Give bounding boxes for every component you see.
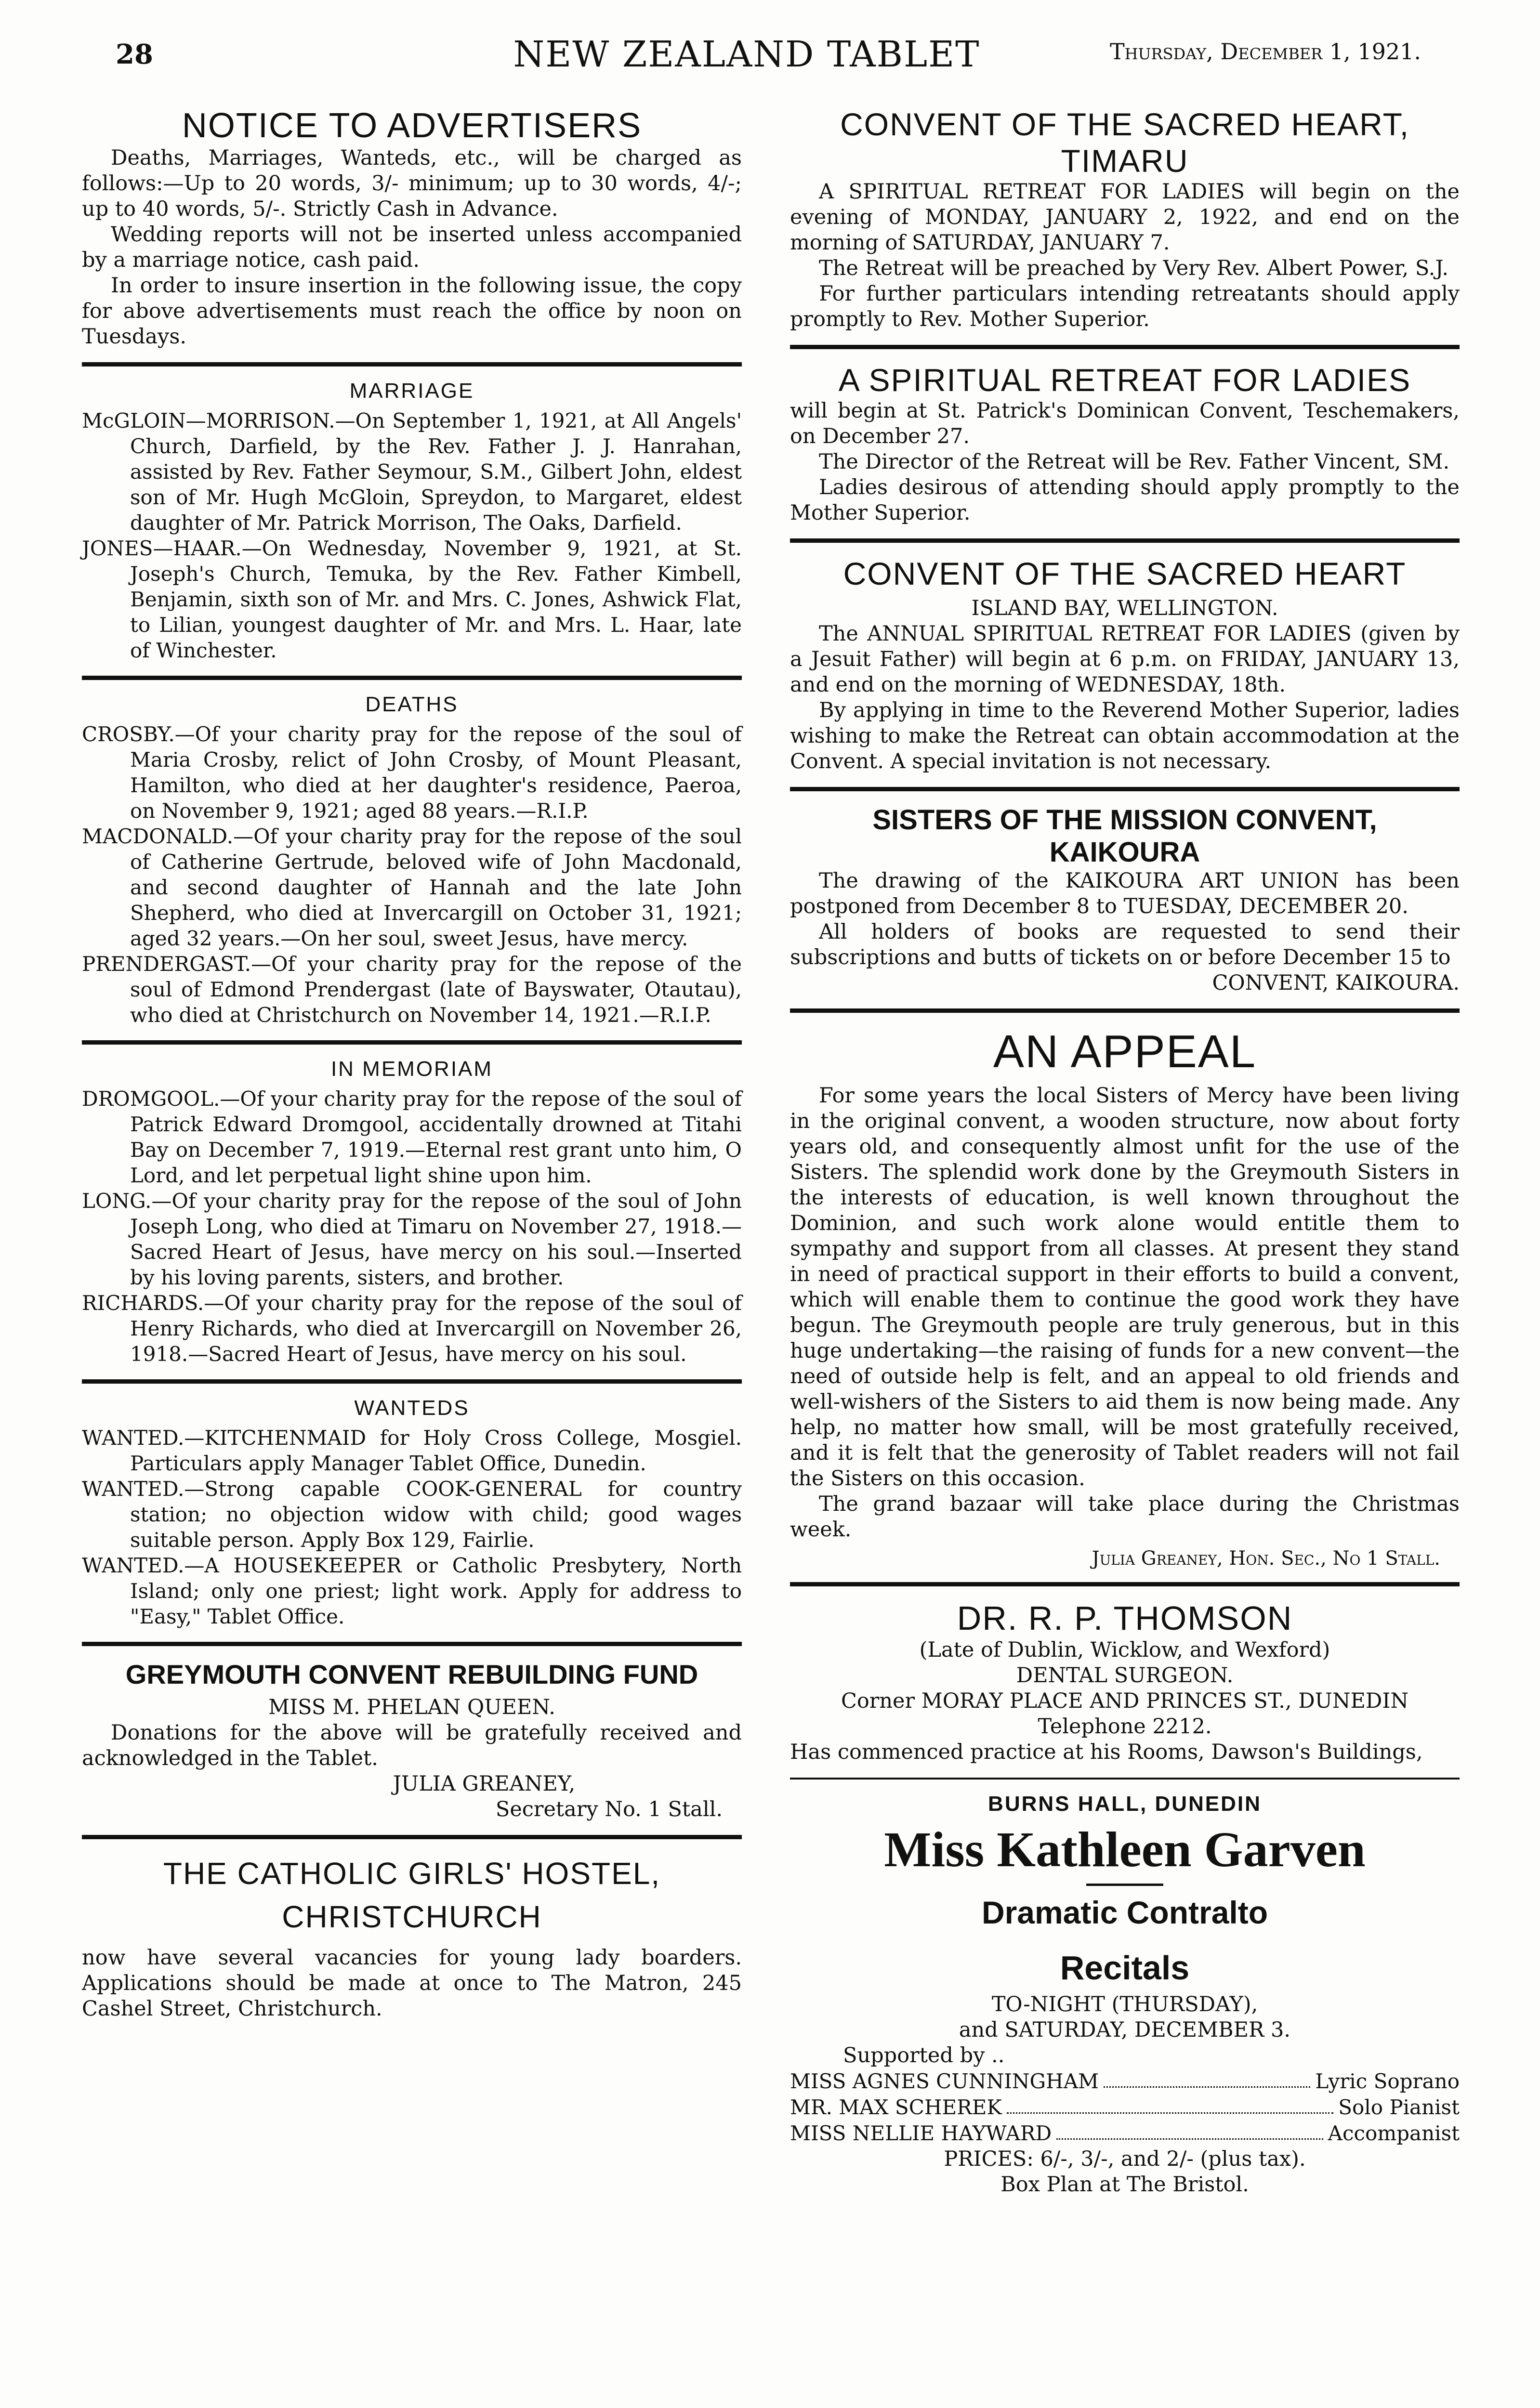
deaths-section	[82, 693, 742, 1028]
timaru-title: CONVENT OF THE SACRED HEART,	[840, 106, 1409, 142]
appeal-text: The grand bazaar will take place during the Christmas week.	[790, 1492, 1460, 1542]
concert-prices: PRICES: 6/-, 3/-, and 2/- (plus tax).	[944, 2147, 1306, 2171]
death-entry: CROSBY.—Of your charity pray for the repose of the soul of Maria Crosby, relict of John Crosby, of Mount Pleasant, Hamilton, who died at her daughter's residence, Paeroa, on November 9, 1921; aged 88 years.—R.I.P.	[82, 722, 742, 823]
ornament-rule	[1086, 1884, 1163, 1886]
dentist-section	[790, 1599, 1460, 1765]
divider	[82, 1379, 742, 1384]
left-column	[82, 106, 742, 2022]
artist-name: MISS AGNES CUNNINGHAM	[790, 2069, 1099, 2093]
appeal-section	[790, 1025, 1460, 1570]
greymouth-fund-section	[82, 1659, 742, 1822]
notice-text: Wedding reports will not be inserted unless accompanied by a marriage notice, cash paid.	[82, 222, 742, 272]
artist-role: Lyric Soprano	[1315, 2069, 1460, 2093]
artist-name: MR. MAX SCHEREK	[790, 2095, 1002, 2119]
death-entry: PRENDERGAST.—Of your charity pray for the repose of the soul of Edmond Prendergast (late of Bayswater, Otautau), who died at Christchurch on November 14, 1921.—R.I.P.	[82, 952, 742, 1027]
island-bay-title: CONVENT OF THE SACRED HEART	[843, 556, 1407, 591]
divider	[790, 1582, 1460, 1586]
fund-title: GREYMOUTH CONVENT REBUILDING FUND	[125, 1659, 698, 1689]
memoriam-section	[82, 1057, 742, 1367]
notice-section	[82, 106, 742, 350]
artist-name: MISS NELLIE HAYWARD	[790, 2121, 1052, 2145]
notice-title: NOTICE TO ADVERTISERS	[182, 106, 642, 145]
concert-date: TO-NIGHT (THURSDAY),	[991, 1992, 1258, 2016]
section-heading: WANTEDS	[354, 1396, 470, 1420]
hostel-title: THE CATHOLIC GIRLS' HOSTEL,	[163, 1856, 661, 1891]
divider	[82, 1040, 742, 1045]
divider	[82, 676, 742, 680]
kaikoura-title: SISTERS OF THE MISSION CONVENT,	[872, 804, 1377, 836]
concert-type: Recitals	[1060, 1949, 1190, 1987]
teschemakers-text: The Director of the Retreat will be Rev. Father Vincent, SM.	[819, 450, 1450, 474]
dentist-role: DENTAL SURGEON.	[1016, 1663, 1234, 1688]
divider	[790, 538, 1460, 543]
appeal-text: For some years the local Sisters of Mercy have been living in the original convent, a wooden structure, now about forty years old, and consequently almost unfit for the use of the Sisters. The splendid work done by the Greymouth Sisters in the interests of education, is well known throughout the Dominion, and such work alone would entitle them to sympathy and support from all classes. At present they stand in need of practical support in their efforts to build a convent, which will enable them to continue the good work they have begun. The Greymouth people are truly generous, but in this huge undertaking—the raising of funds for a new convent—the need of outside help is felt, and an appeal to old friends and well-wishers of the Sisters to aid them is now being made. Any help, no matter how small, will be most gratefully received, and it is felt that the generosity of Tablet readers will not fail the Sisters on this occasion.	[790, 1084, 1460, 1491]
appeal-title: AN APPEAL	[993, 1026, 1257, 1077]
teschemakers-text: Ladies desirous of attending should apply promptly to the Mother Superior.	[790, 475, 1460, 525]
island-bay-section	[790, 555, 1460, 774]
artist-role: Solo Pianist	[1338, 2095, 1460, 2119]
divider	[790, 1008, 1460, 1013]
kaikoura-text: All holders of books are requested to send their subscriptions and butts of tickets on or before December 15 to	[790, 920, 1460, 969]
fund-subtitle: MISS M. PHELAN QUEEN.	[268, 1695, 555, 1719]
concert-supported: Supported by ..	[843, 2043, 1005, 2068]
appeal-signature: Julia Greaney, Hon. Sec., No 1 Stall.	[1092, 1547, 1440, 1570]
divider	[790, 1778, 1460, 1780]
memoriam-entry: LONG.—Of your charity pray for the repose of the soul of John Joseph Long, who died at Timaru on November 27, 1918.—Sacred Heart of Jesus, have mercy on his soul.—Inserted by his loving parents, sisters, and brother.	[82, 1189, 742, 1289]
notice-text: In order to insure insertion in the following issue, the copy for above advertisements must reach the office by noon on Tuesdays.	[82, 274, 742, 349]
section-heading: IN MEMORIAM	[330, 1057, 493, 1081]
timaru-title: TIMARU	[1061, 143, 1189, 179]
island-bay-subtitle: ISLAND BAY, WELLINGTON.	[971, 596, 1278, 620]
wanted-entry: WANTED.—Strong capable COOK-GENERAL for country station; no objection widow with child; good wages suitable person. Apply Box 129, Fairlie.	[82, 1477, 742, 1552]
dentist-phone: Telephone 2212.	[1038, 1714, 1212, 1739]
fund-signature-role: Secretary No. 1 Stall.	[495, 1797, 723, 1821]
teschemakers-title: A SPIRITUAL RETREAT FOR LADIES	[838, 362, 1411, 398]
program-row	[790, 2120, 1460, 2146]
fund-signature: JULIA GREANEY,	[393, 1772, 576, 1796]
kaikoura-title: KAIKOURA	[1049, 837, 1200, 868]
issue-date: Thursday, December 1, 1921.	[1109, 39, 1421, 65]
concert-section	[790, 1792, 1460, 2198]
death-entry: MACDONALD.—Of your charity pray for the repose of the soul of Catherine Gertrude, beloved wife of John Macdonald, and second daughter of Hannah and the late John Shepherd, who died at Invercargill on October 31, 1921; aged 32 years.—On her soul, sweet Jesus, have mercy.	[82, 824, 742, 950]
hostel-title: CHRISTCHURCH	[282, 1899, 542, 1934]
memoriam-entry: DROMGOOL.—Of your charity pray for the repose of the soul of Patrick Edward Dromgool, accidentally drowned at Titahi Bay on December 7, 1919.—Eternal rest grant unto him, O Lord, and let perpetual light shine upon him.	[82, 1087, 742, 1187]
hostel-section	[82, 1852, 742, 2022]
masthead-title: NEW ZEALAND TABLET	[513, 34, 980, 75]
dot-leader	[1007, 2094, 1333, 2114]
section-heading: MARRIAGE	[349, 379, 474, 403]
wanteds-section	[82, 1396, 742, 1629]
marriage-section	[82, 379, 742, 663]
wanted-entry: WANTED.—A HOUSEKEEPER or Catholic Presbytery, North Island; only one priest; light work. Apply for address to "Easy," Tablet Office.	[82, 1554, 742, 1628]
page-header	[72, 29, 1421, 82]
divider	[82, 1835, 742, 1839]
section-heading: DEATHS	[365, 693, 459, 716]
divider	[82, 1642, 742, 1646]
program-row	[790, 2068, 1460, 2094]
divider	[790, 345, 1460, 349]
right-column	[790, 106, 1460, 2198]
timaru-text: The Retreat will be preached by Very Rev. Albert Power, S.J.	[819, 256, 1448, 280]
concert-box-plan: Box Plan at The Bristol.	[1000, 2172, 1249, 2197]
dentist-origin: (Late of Dublin, Wicklow, and Wexford)	[919, 1638, 1330, 1662]
timaru-text: A SPIRITUAL RETREAT FOR LADIES will begin on the evening of MONDAY, JANUARY 2, 1922, and end on the morning of SATURDAY, JANUARY 7.	[790, 180, 1460, 255]
kaikoura-section	[790, 804, 1460, 996]
teschemakers-section	[790, 362, 1460, 526]
marriage-entry: McGLOIN—MORRISON.—On September 1, 1921, at All Angels' Church, Darfield, by the Rev. Father J. J. Hanrahan, assisted by Rev. Father Seymour, S.M., Gilbert John, eldest son of Mr. Hugh McGloin, Spreydon, to Margaret, eldest daughter of Mr. Patrick Morrison, The Oaks, Darfield.	[82, 409, 742, 535]
program-row	[790, 2094, 1460, 2120]
concert-voice: Dramatic Contralto	[981, 1895, 1268, 1930]
fund-text: Donations for the above will be gratefully received and acknowledged in the Tablet.	[82, 1721, 742, 1770]
island-bay-text: By applying in time to the Reverend Mother Superior, ladies wishing to make the Retreat can obtain accommodation at the Convent. A special invitation is not necessary.	[790, 698, 1460, 773]
teschemakers-text: will begin at St. Patrick's Dominican Convent, Teschemakers, on December 27.	[790, 399, 1460, 448]
timaru-section	[790, 106, 1460, 332]
dot-leader	[1056, 2120, 1323, 2140]
dentist-address: Corner MORAY PLACE AND PRINCES ST., DUNEDIN	[841, 1689, 1409, 1713]
divider	[82, 362, 742, 366]
concert-venue: BURNS HALL, DUNEDIN	[988, 1792, 1262, 1816]
notice-text: Deaths, Marriages, Wanteds, etc., will be charged as follows:—Up to 20 words, 3/- minimum; up to 30 words, 4/-; up to 40 words, 5/-. Strictly Cash in Advance.	[82, 146, 742, 221]
wanted-entry: WANTED.—KITCHENMAID for Holy Cross College, Mosgiel. Particulars apply Manager Tablet Office, Dunedin.	[82, 1426, 742, 1475]
kaikoura-signature: CONVENT, KAIKOURA.	[1212, 971, 1460, 995]
memoriam-entry: RICHARDS.—Of your charity pray for the repose of the soul of Henry Richards, who died at Invercargill on November 26, 1918.—Sacred Heart of Jesus, have mercy on his soul.	[82, 1291, 742, 1366]
dentist-note: Has commenced practice at his Rooms, Dawson's Buildings,	[790, 1740, 1423, 1764]
timaru-text: For further particulars intending retreatants should apply promptly to Rev. Mother Superior.	[790, 282, 1460, 331]
hostel-text: now have several vacancies for young lady boarders. Applications should be made at once to The Matron, 245 Cashel Street, Christchurch.	[82, 1946, 742, 2021]
kaikoura-text: The drawing of the KAIKOURA ART UNION has been postponed from December 8 to TUESDAY, DECEMBER 20.	[790, 869, 1460, 918]
divider	[790, 787, 1460, 791]
dot-leader	[1104, 2068, 1310, 2088]
artist-role: Accompanist	[1328, 2121, 1460, 2145]
page-number: 28	[116, 39, 153, 70]
dentist-name: DR. R. P. THOMSON	[957, 1599, 1293, 1637]
concert-date: and SATURDAY, DECEMBER 3.	[959, 2018, 1291, 2042]
island-bay-text: The ANNUAL SPIRITUAL RETREAT FOR LADIES (given by a Jesuit Father) will begin at 6 p.m. on FRIDAY, JANUARY 13, and end on the morning of WEDNESDAY, 18th.	[790, 622, 1460, 697]
performer-name: Miss Kathleen Garven	[884, 1822, 1366, 1877]
marriage-entry: JONES—HAAR.—On Wednesday, November 9, 1921, at St. Joseph's Church, Temuka, by the Rev. Father Kimbell, Benjamin, sixth son of Mr. and Mrs. C. Jones, Ashwick Flat, to Lilian, youngest daughter of Mr. and Mrs. L. Haar, late of Winchester.	[82, 537, 742, 662]
